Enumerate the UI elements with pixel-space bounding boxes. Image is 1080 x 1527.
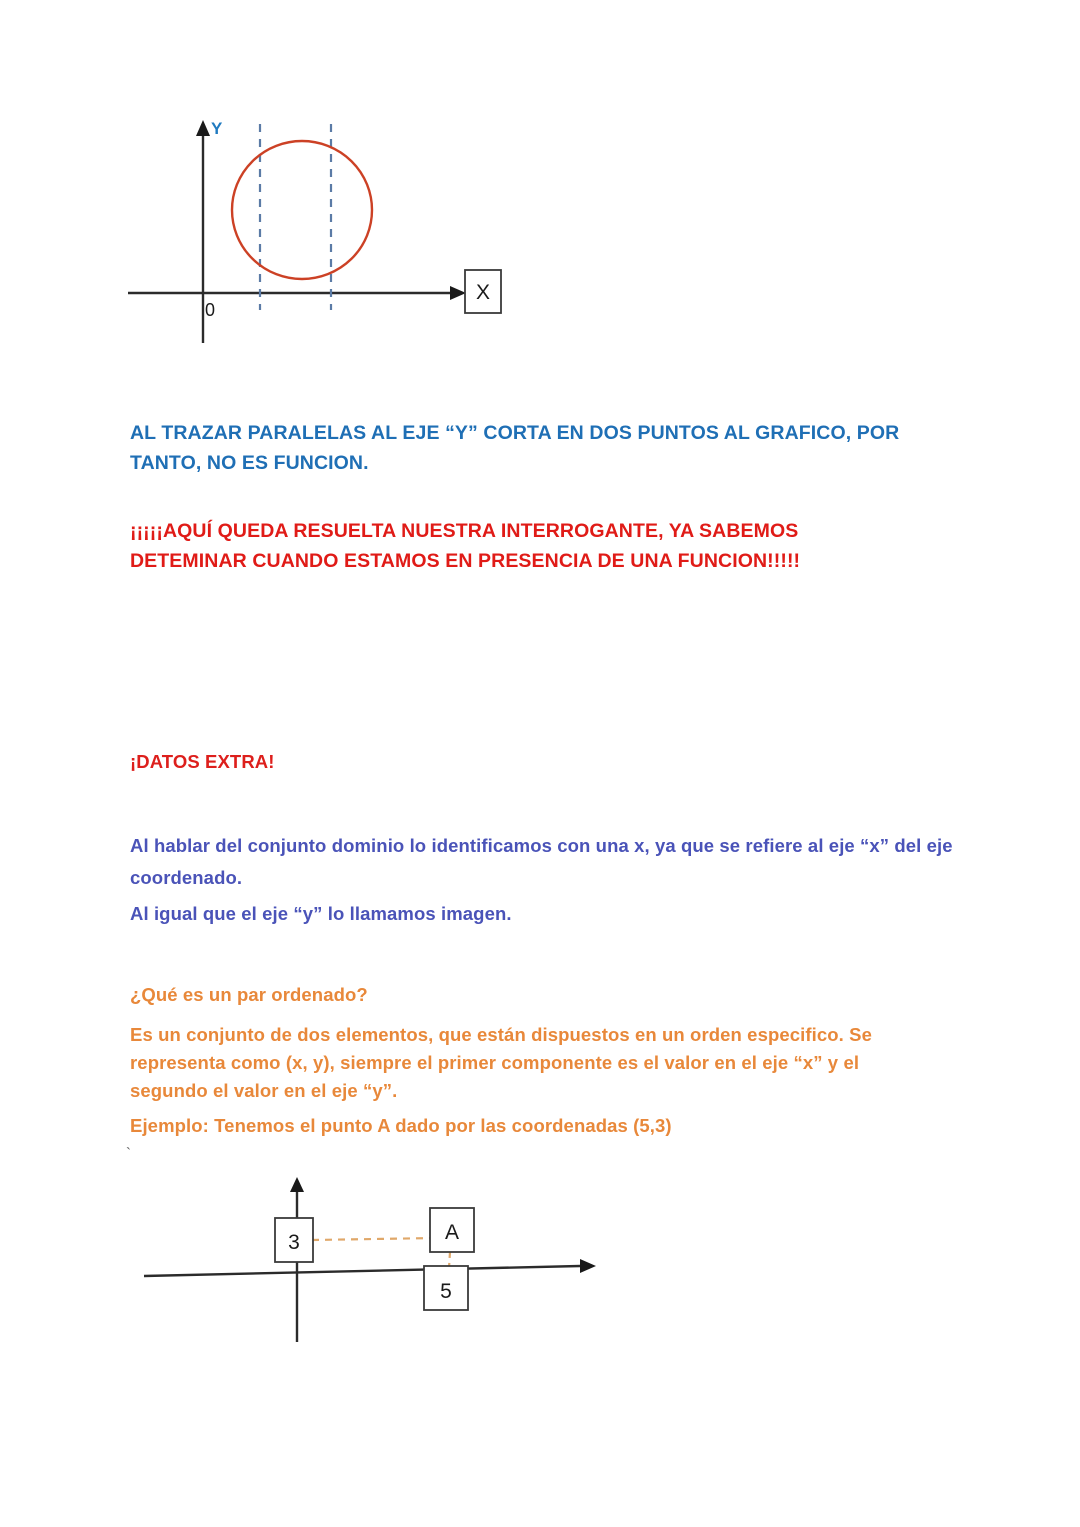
y-axis-label: Y <box>211 119 223 138</box>
x-value-box-group <box>424 1266 468 1310</box>
paragraph-dominio: Al hablar del conjunto dominio lo identificamos con una x, ya que se refiere al eje “x” del eje coordenado. <box>130 835 953 888</box>
stray-tick-mark: ` <box>126 1145 131 1162</box>
paragraph-datos-extra: ¡DATOS EXTRA! <box>130 751 275 772</box>
paragraph-blue-heading: AL TRAZAR PARALELAS AL EJE “Y” CORTA EN DOS PUNTOS AL GRAFICO, POR TANTO, NO ES FUNCION. <box>130 422 900 474</box>
paragraph-ejemplo-punto-a: Ejemplo: Tenemos el punto A dado por las coordenadas (5,3) <box>130 1115 672 1136</box>
circle-curve <box>232 141 372 279</box>
y-axis-arrowhead-2 <box>290 1177 304 1192</box>
connector-y-to-point <box>312 1238 437 1240</box>
paragraph-question-par-ordenado: ¿Qué es un par ordenado? <box>130 984 368 1005</box>
point-a-box-group <box>430 1208 474 1252</box>
y-value-box-group <box>275 1218 313 1262</box>
x-axis-group <box>128 286 466 300</box>
paragraph-red-heading: ¡¡¡¡¡AQUÍ QUEDA RESUELTA NUESTRA INTERROGANTE, YA SABEMOS DETEMINAR CUANDO ESTAMOS EN PRESENCIA DE UNA FUNCION!!!!! <box>130 520 801 572</box>
x-axis-line-2 <box>144 1266 580 1276</box>
x-axis-arrowhead-2 <box>580 1259 596 1273</box>
x-label-box-group <box>465 270 501 313</box>
y-axis-arrowhead <box>196 120 210 136</box>
paragraph-definicion-par-ordenado: Es un conjunto de dos elementos, que están dispuestos en un orden especifico. Se representa como (x, y), siempre el primer componente es el valor en el eje “x” y el segundo el valor en el eje “y”. <box>130 1024 872 1101</box>
x-axis-arrowhead <box>450 286 466 300</box>
figure-ordered-pair <box>140 1160 610 1360</box>
paragraph-imagen: Al igual que el eje “y” lo llamamos imagen. <box>130 903 512 924</box>
x-value-label: 5 <box>440 1280 452 1303</box>
x-axis-group-2 <box>144 1259 596 1276</box>
point-a-label: A <box>444 1221 460 1244</box>
x-axis-label: X <box>475 281 491 304</box>
origin-label: 0 <box>205 300 216 320</box>
y-value-label: 3 <box>288 1231 300 1254</box>
figure-circle-vertical-line-test <box>120 110 520 345</box>
